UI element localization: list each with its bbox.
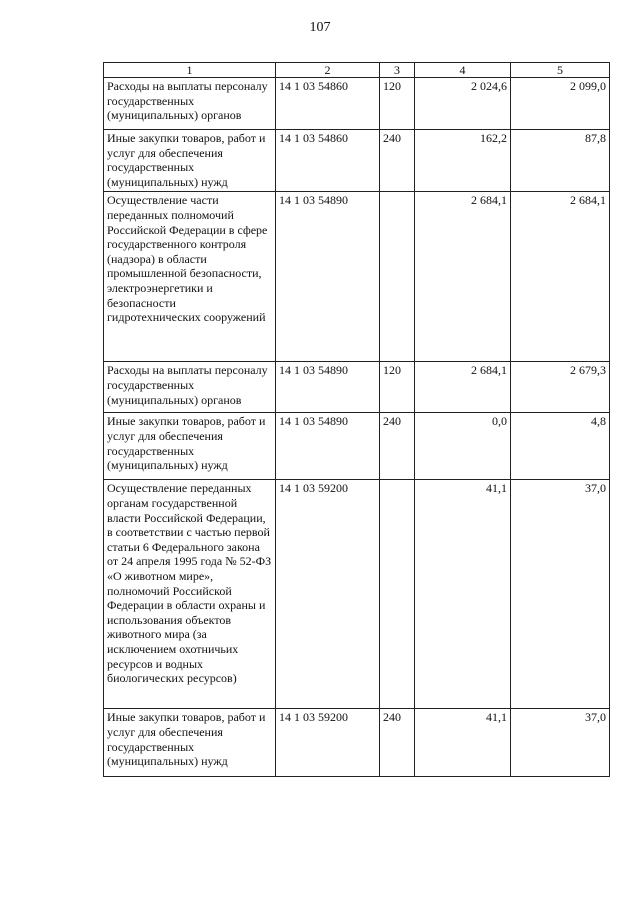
row-name: Расходы на выплаты персоналу государственных (муниципальных) органов	[104, 78, 276, 130]
row-name: Иные закупки товаров, работ и услуг для обеспечения государственных (муниципальных) нужд	[104, 130, 276, 192]
row-code: 14 1 03 54890	[276, 413, 380, 480]
table-row	[104, 192, 610, 362]
row-type	[380, 480, 415, 709]
row-value-5: 2 684,1	[511, 192, 610, 362]
table-row	[104, 362, 610, 413]
row-type: 120	[380, 78, 415, 130]
row-name: Осуществление переданных органам государственной власти Российской Федерации, в соответствии с частью первой статьи 6 Федерального закона от 24 апреля 1995 года № 52-ФЗ «О животном мире», полномочий Российской Федерации в области охраны и использования объектов животного мира (за исключением охотничьих ресурсов и водных биологических ресурсов)	[104, 480, 276, 709]
table-row	[104, 130, 610, 192]
row-code: 14 1 03 54890	[276, 362, 380, 413]
table-row	[104, 480, 610, 709]
row-value-5: 87,8	[511, 130, 610, 192]
column-header-5: 5	[511, 63, 610, 78]
row-name: Иные закупки товаров, работ и услуг для обеспечения государственных (муниципальных) нужд	[104, 709, 276, 777]
row-value-5: 4,8	[511, 413, 610, 480]
row-value-4: 2 684,1	[415, 192, 511, 362]
header-row	[104, 63, 610, 78]
row-value-5: 37,0	[511, 480, 610, 709]
row-code: 14 1 03 59200	[276, 709, 380, 777]
row-type: 120	[380, 362, 415, 413]
row-type	[380, 192, 415, 362]
row-type: 240	[380, 413, 415, 480]
row-value-4: 2 024,6	[415, 78, 511, 130]
row-type: 240	[380, 130, 415, 192]
row-value-5: 2 099,0	[511, 78, 610, 130]
column-header-1: 1	[104, 63, 276, 78]
row-name: Иные закупки товаров, работ и услуг для обеспечения государственных (муниципальных) нужд	[104, 413, 276, 480]
row-type: 240	[380, 709, 415, 777]
row-code: 14 1 03 54890	[276, 192, 380, 362]
table-row	[104, 78, 610, 130]
column-header-2: 2	[276, 63, 380, 78]
row-code: 14 1 03 54860	[276, 78, 380, 130]
column-header-4: 4	[415, 63, 511, 78]
row-value-5: 2 679,3	[511, 362, 610, 413]
page-number: 107	[309, 20, 331, 35]
row-value-4: 2 684,1	[415, 362, 511, 413]
row-value-4: 162,2	[415, 130, 511, 192]
row-value-4: 41,1	[415, 480, 511, 709]
table-row	[104, 413, 610, 480]
row-name: Расходы на выплаты персоналу государственных (муниципальных) органов	[104, 362, 276, 413]
row-value-4: 41,1	[415, 709, 511, 777]
row-value-4: 0,0	[415, 413, 511, 480]
row-code: 14 1 03 54860	[276, 130, 380, 192]
table-row	[104, 709, 610, 777]
column-header-3: 3	[380, 63, 415, 78]
row-code: 14 1 03 59200	[276, 480, 380, 709]
budget-table	[103, 62, 610, 777]
row-value-5: 37,0	[511, 709, 610, 777]
row-name: Осуществление части переданных полномочий Российской Федерации в сфере государственного контроля (надзора) в области промышленной безопасности, электроэнергетики и безопасности гидротехнических сооружений	[104, 192, 276, 362]
